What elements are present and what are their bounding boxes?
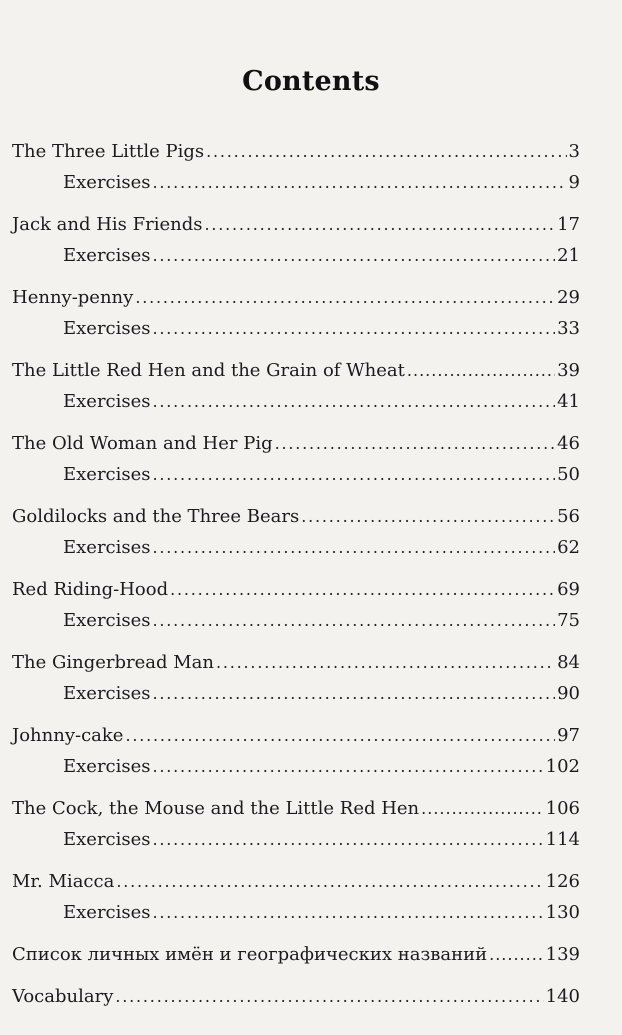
dot-leader (125, 724, 555, 748)
dot-leader (170, 578, 555, 602)
subentry-title: Exercises (63, 902, 151, 923)
toc-subentry[interactable] (12, 755, 580, 779)
dot-leader (301, 505, 555, 529)
subentry-page: 41 (557, 391, 580, 412)
entry-page: 69 (557, 579, 580, 600)
entry-page: 39 (557, 360, 580, 381)
dot-leader (489, 943, 544, 967)
entry-title: Jack and His Friends (12, 214, 203, 235)
entry-title: The Cock, the Mouse and the Little Red Hen (12, 798, 420, 819)
subentry-page: 62 (557, 537, 580, 558)
entry-page: 17 (557, 214, 580, 235)
toc-subentry[interactable] (12, 536, 580, 560)
subentry-title: Exercises (63, 464, 151, 485)
entry-page: 29 (557, 287, 580, 308)
dot-leader (205, 213, 556, 237)
dot-leader (153, 755, 544, 779)
subentry-page: 75 (557, 610, 580, 631)
dot-leader (206, 140, 566, 164)
entry-page: 97 (557, 725, 580, 746)
subentry-title: Exercises (63, 756, 151, 777)
toc-subentry[interactable] (12, 682, 580, 706)
entry-title: The Little Red Hen and the Grain of Wheat (12, 360, 405, 381)
subentry-page: 9 (568, 172, 580, 193)
toc-entry[interactable] (12, 651, 580, 675)
subentry-page: 102 (545, 756, 580, 777)
dot-leader (153, 463, 556, 487)
dot-leader (115, 985, 543, 1009)
toc-entry[interactable] (12, 797, 580, 821)
toc-subentry[interactable] (12, 609, 580, 633)
toc-entry[interactable] (12, 724, 580, 748)
toc-entry[interactable] (12, 578, 580, 602)
toc-entry[interactable] (12, 140, 580, 164)
dot-leader (275, 432, 555, 456)
subentry-title: Exercises (63, 391, 151, 412)
subentry-page: 114 (545, 829, 580, 850)
entry-page: 56 (557, 506, 580, 527)
toc-subentry[interactable] (12, 390, 580, 414)
toc-subentry[interactable] (12, 317, 580, 341)
subentry-page: 90 (557, 683, 580, 704)
subentry-title: Exercises (63, 172, 151, 193)
toc-entry[interactable] (12, 432, 580, 456)
entry-title: Goldilocks and the Three Bears (12, 506, 300, 527)
entry-page: 3 (568, 141, 580, 162)
toc-entry[interactable] (12, 286, 580, 310)
dot-leader (153, 536, 556, 560)
toc-subentry[interactable] (12, 171, 580, 195)
dot-leader (153, 828, 544, 852)
entry-title: The Gingerbread Man (12, 652, 214, 673)
entry-title: Henny-penny (12, 287, 134, 308)
toc-subentry[interactable] (12, 244, 580, 268)
toc-subentry[interactable] (12, 901, 580, 925)
dot-leader (153, 244, 556, 268)
dot-leader (153, 390, 556, 414)
subentry-title: Exercises (63, 245, 151, 266)
dot-leader (135, 286, 555, 310)
dot-leader (153, 682, 556, 706)
entry-page: 106 (545, 798, 580, 819)
subentry-title: Exercises (63, 829, 151, 850)
dot-leader (153, 609, 556, 633)
entry-title: Red Riding-Hood (12, 579, 169, 600)
toc-entry[interactable] (12, 359, 580, 383)
dot-leader (116, 870, 543, 894)
entry-title: Список личных имён и географических названий (12, 944, 488, 965)
entry-page: 140 (545, 986, 580, 1007)
toc-entry[interactable] (12, 505, 580, 529)
dot-leader (153, 901, 544, 925)
dot-leader (153, 317, 556, 341)
dot-leader (421, 797, 543, 821)
dot-leader (216, 651, 555, 675)
entry-page: 46 (557, 433, 580, 454)
subentry-title: Exercises (63, 318, 151, 339)
subentry-page: 21 (557, 245, 580, 266)
page-title: Contents (242, 66, 380, 97)
entry-title: The Three Little Pigs (12, 141, 205, 162)
dot-leader (407, 359, 555, 383)
toc-entry-name-list[interactable] (12, 943, 580, 967)
entry-page: 126 (545, 871, 580, 892)
entry-title: Mr. Miacca (12, 871, 115, 892)
table-of-contents (12, 138, 580, 1009)
subentry-title: Exercises (63, 683, 151, 704)
subentry-page: 50 (557, 464, 580, 485)
toc-entry[interactable] (12, 213, 580, 237)
entry-title: Vocabulary (12, 986, 114, 1007)
toc-subentry[interactable] (12, 463, 580, 487)
entry-title: The Old Woman and Her Pig (12, 433, 273, 454)
subentry-page: 33 (557, 318, 580, 339)
subentry-title: Exercises (63, 537, 151, 558)
toc-entry-vocabulary[interactable] (12, 985, 580, 1009)
subentry-page: 130 (545, 902, 580, 923)
entry-title: Johnny-cake (12, 725, 124, 746)
toc-subentry[interactable] (12, 828, 580, 852)
toc-entry[interactable] (12, 870, 580, 894)
subentry-title: Exercises (63, 610, 151, 631)
entry-page: 84 (557, 652, 580, 673)
dot-leader (153, 171, 567, 195)
entry-page: 139 (545, 944, 580, 965)
